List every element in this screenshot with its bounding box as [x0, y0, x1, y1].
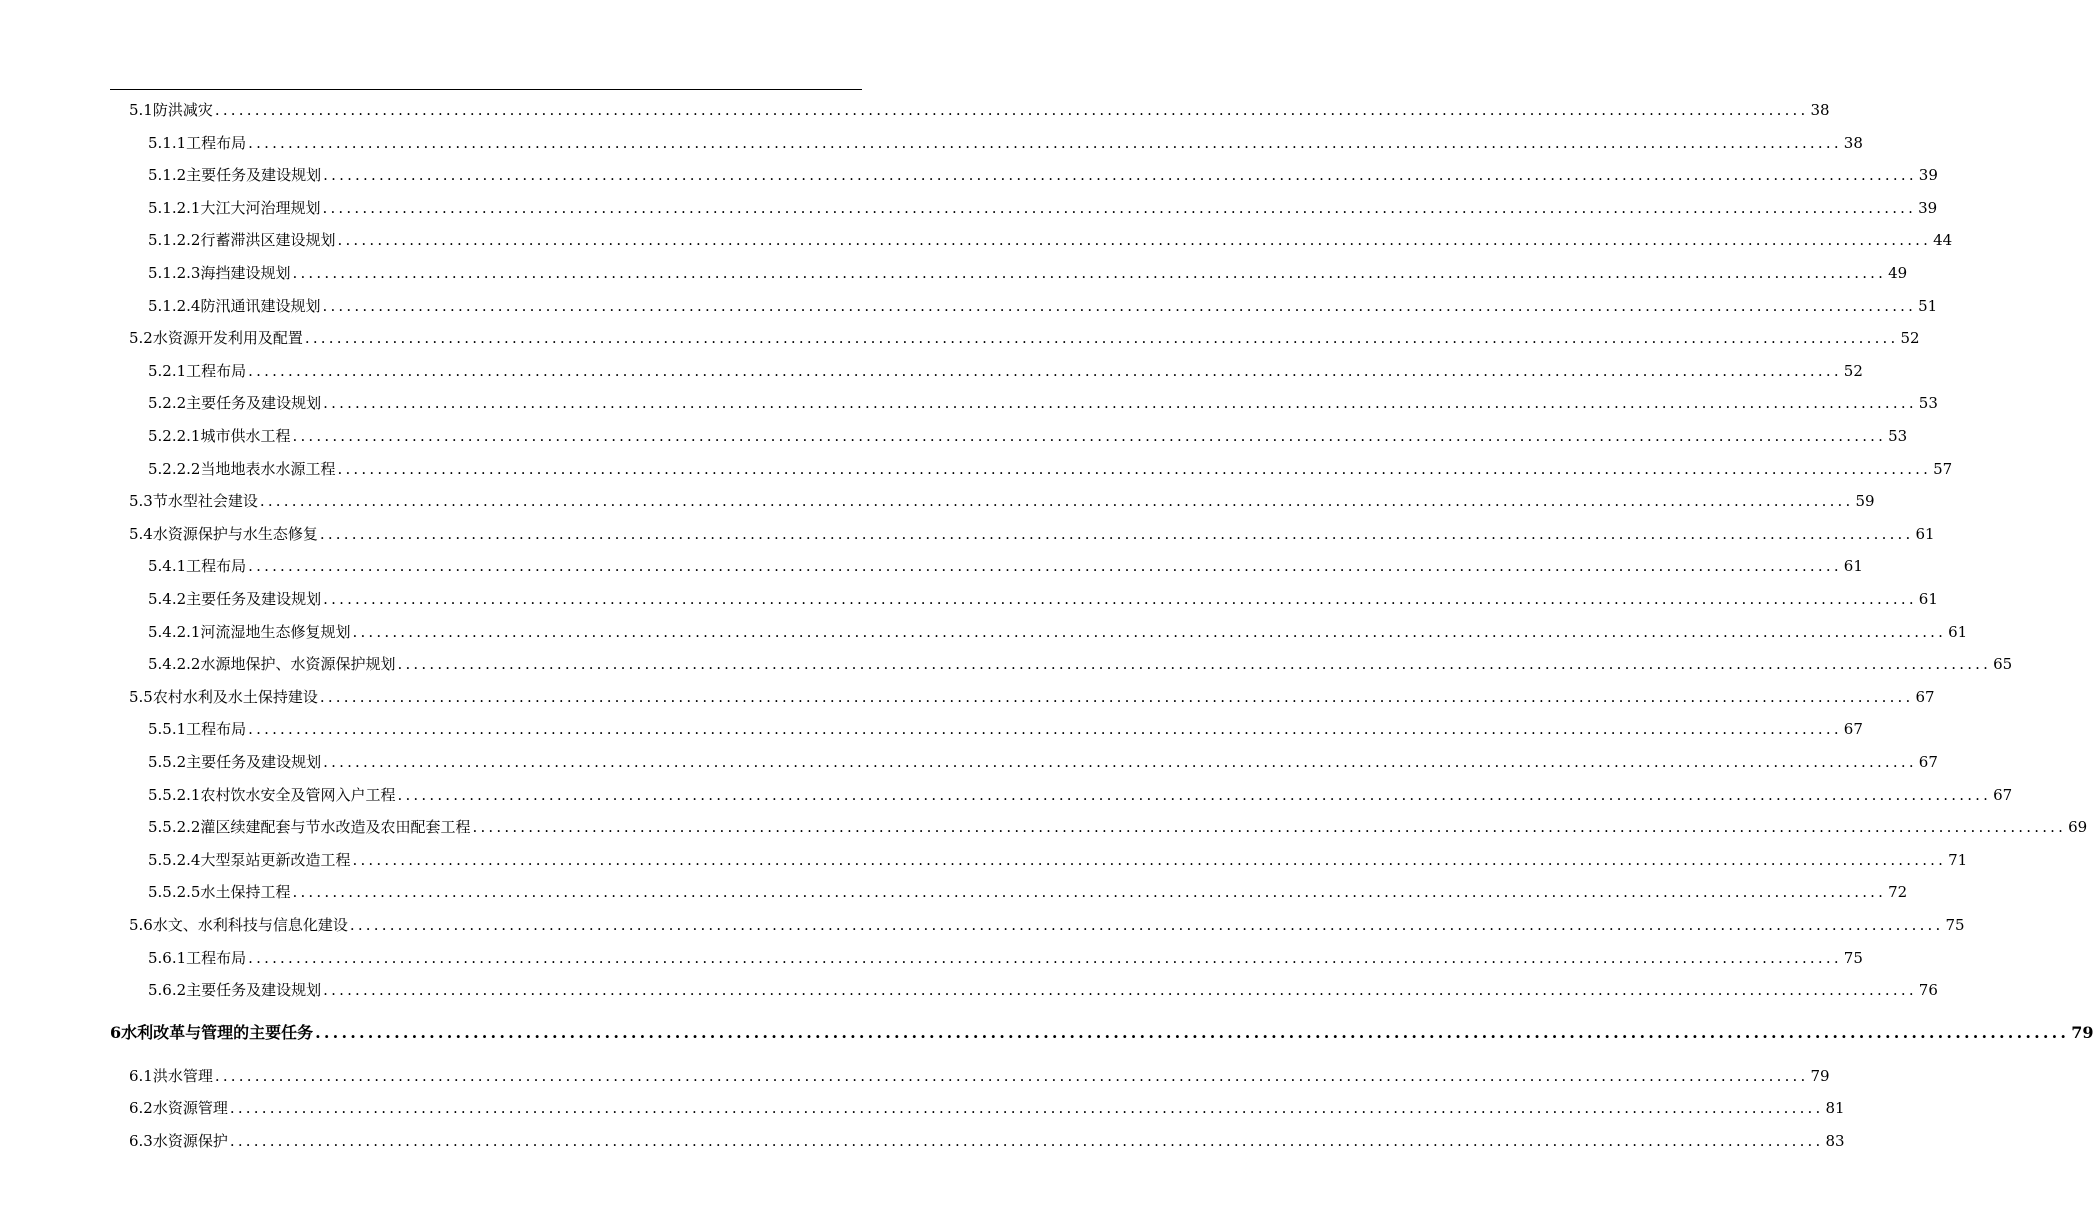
toc-entry-label: 5.5农村水利及水土保持建设: [129, 687, 318, 706]
toc-leader-dots: ........................................................................................................................................................................................................: [337, 459, 1932, 478]
toc-leader-dots: ........................................................................................................................................................................................................: [229, 1099, 1824, 1118]
toc-entry-label: 5.5.2.4大型泵站更新改造工程: [148, 850, 351, 869]
toc-page-number: 61: [1948, 622, 1968, 641]
toc-leader-dots: ........................................................................................................................................................................................................: [349, 916, 1944, 934]
toc-entry[interactable]: [148, 387, 1938, 419]
toc-entry[interactable]: [129, 94, 1830, 126]
toc-entry-label: 5.1.2.4防汛通讯建设规划: [148, 296, 321, 315]
toc-entry[interactable]: [148, 779, 2013, 811]
toc-entry[interactable]: [148, 746, 1938, 778]
toc-entry-label: 5.5.2.2灌区续建配套与节水改造及农田配套工程: [148, 818, 471, 837]
toc-leader-dots: ........................................................................................................................................................................................................: [319, 524, 1914, 543]
toc-page-number: 61: [1918, 590, 1938, 608]
toc-page-number: 49: [1888, 264, 1908, 282]
toc-entry-label: 6.3水资源保护: [129, 1132, 228, 1150]
toc-leader-dots: ........................................................................................................................................................................................................: [352, 622, 1947, 641]
toc-page-number: 39: [1918, 198, 1938, 217]
toc-leader-dots: ........................................................................................................................................................................................................: [248, 720, 1842, 739]
toc-leader-dots: ........................................................................................................................................................................................................: [315, 1022, 2070, 1042]
toc-entry-label: 5.5.1工程布局: [148, 720, 247, 739]
toc-leader-dots: ........................................................................................................................................................................................................: [214, 101, 1809, 119]
toc-entry-label: 5.4.2.2水源地保护、水资源保护规划: [148, 655, 396, 674]
toc-entry[interactable]: [148, 224, 1953, 256]
toc-entry[interactable]: [129, 1060, 1830, 1092]
toc-page-number: 67: [1915, 687, 1935, 706]
toc-page-number: 79: [2071, 1022, 2093, 1042]
toc-leader-dots: ........................................................................................................................................................................................................: [322, 296, 1917, 315]
toc-leader-dots: ........................................................................................................................................................................................................: [323, 753, 1917, 771]
toc-entry[interactable]: [148, 290, 1938, 322]
toc-entry-label: 5.5.2.1农村饮水安全及管网入户工程: [148, 785, 396, 804]
toc-entry-label: 5.1.2.1大江大河治理规划: [148, 198, 321, 217]
toc-entry-label: 5.2.2.2当地地表水水源工程: [148, 459, 336, 478]
header-rule: [110, 89, 862, 90]
toc-leader-dots: ........................................................................................................................................................................................................: [292, 264, 1887, 282]
toc-leader-dots: ........................................................................................................................................................................................................: [319, 687, 1914, 706]
toc-entry[interactable]: [129, 485, 1875, 517]
toc-page-number: 67: [1993, 785, 2013, 804]
toc-entry[interactable]: [148, 550, 1863, 582]
toc-entry-label: 5.1.2.2行蓄滞洪区建设规划: [148, 231, 336, 250]
toc-entry[interactable]: [148, 127, 1863, 159]
toc-entry-label: 5.4.2主要任务及建设规划: [148, 590, 322, 608]
toc-page-number: 53: [1918, 394, 1938, 413]
toc-page-number: 59: [1855, 492, 1875, 511]
toc-entry[interactable]: [129, 909, 1965, 941]
toc-entry[interactable]: [148, 616, 1968, 648]
toc-leader-dots: ........................................................................................................................................................................................................: [323, 981, 1917, 1000]
toc-entry-label: 5.4.2.1河流湿地生态修复规划: [148, 622, 351, 641]
toc-entry-label: 5.1.2.3海挡建设规划: [148, 264, 291, 282]
toc-page-number: 76: [1918, 981, 1938, 1000]
toc-page-number: 67: [1843, 720, 1863, 739]
toc-page-number: 52: [1900, 329, 1920, 348]
toc-page-number: 53: [1888, 427, 1908, 445]
toc-entry-label: 5.6.2主要任务及建设规划: [148, 981, 322, 1000]
toc-entry-label: 5.4水资源保护与水生态修复: [129, 524, 318, 543]
toc-entry-label: 5.5.2主要任务及建设规划: [148, 753, 322, 771]
toc-entry[interactable]: [129, 518, 1935, 550]
toc-page-number: 61: [1843, 557, 1863, 576]
toc-entry-label: 5.5.2.5水土保持工程: [148, 883, 291, 902]
toc-entry-label: 5.2.2主要任务及建设规划: [148, 394, 322, 413]
toc-page-number: 83: [1825, 1132, 1845, 1150]
toc-entry-label: 6.2水资源管理: [129, 1099, 228, 1118]
toc-entry[interactable]: [148, 453, 1953, 485]
toc-leader-dots: ........................................................................................................................................................................................................: [292, 427, 1887, 445]
toc-entry[interactable]: [148, 159, 1938, 191]
toc-entry[interactable]: [148, 192, 1938, 224]
toc-entry-label: 5.2.1工程布局: [148, 361, 247, 380]
toc-entry[interactable]: [129, 1092, 1845, 1124]
toc-entry-label: 5.4.1工程布局: [148, 557, 247, 576]
toc-leader-dots: ........................................................................................................................................................................................................: [248, 133, 1842, 152]
toc-page-number: 81: [1825, 1099, 1845, 1118]
toc-page-number: 69: [2068, 818, 2088, 837]
toc-leader-dots: ........................................................................................................................................................................................................: [248, 557, 1842, 576]
toc-entry-label: 5.1.1工程布局: [148, 133, 247, 152]
toc-leader-dots: ........................................................................................................................................................................................................: [214, 1066, 1809, 1085]
toc-entry[interactable]: [148, 811, 2088, 843]
toc-entry[interactable]: [148, 583, 1938, 615]
toc-page-number: 75: [1945, 916, 1965, 934]
toc-entry[interactable]: [148, 257, 1908, 289]
toc-page-number: 65: [1993, 655, 2013, 674]
toc-entry[interactable]: [148, 974, 1938, 1006]
toc-leader-dots: ........................................................................................................................................................................................................: [323, 394, 1917, 413]
toc-entry[interactable]: [148, 844, 1968, 876]
toc-entry-label: 5.2水资源开发利用及配置: [129, 329, 303, 348]
toc-leader-dots: ........................................................................................................................................................................................................: [248, 361, 1842, 380]
toc-page-number: 72: [1888, 883, 1908, 902]
toc-page-number: 38: [1810, 101, 1830, 119]
toc-entry-label: 5.6水文、水利科技与信息化建设: [129, 916, 348, 934]
toc-leader-dots: ........................................................................................................................................................................................................: [337, 231, 1932, 250]
toc-entry[interactable]: [129, 681, 1935, 713]
toc-entry[interactable]: [148, 713, 1863, 745]
toc-leader-dots: ........................................................................................................................................................................................................: [259, 492, 1854, 511]
toc-entry-label: 5.3节水型社会建设: [129, 492, 258, 511]
toc-page-number: 57: [1933, 459, 1953, 478]
toc-leader-dots: ........................................................................................................................................................................................................: [248, 948, 1842, 967]
toc-entry[interactable]: [129, 322, 1920, 354]
toc-page-number: 79: [1810, 1066, 1830, 1085]
toc-entry[interactable]: [129, 1125, 1845, 1157]
toc-entry[interactable]: [148, 420, 1908, 452]
toc-page-number: 38: [1843, 133, 1863, 152]
toc-leader-dots: ........................................................................................................................................................................................................: [322, 198, 1917, 217]
toc-leader-dots: ........................................................................................................................................................................................................: [323, 166, 1917, 185]
toc-entry[interactable]: [148, 355, 1863, 387]
toc-page-number: 39: [1918, 166, 1938, 185]
toc-leader-dots: ........................................................................................................................................................................................................: [292, 883, 1887, 902]
toc-entry[interactable]: [148, 648, 2013, 680]
toc-entry-label: 5.1防洪减灾: [129, 101, 213, 119]
toc-entry-label: 6水利改革与管理的主要任务: [110, 1022, 314, 1042]
toc-page-number: 61: [1915, 524, 1935, 543]
toc-entry-label: 5.6.1工程布局: [148, 948, 247, 967]
toc-leader-dots: ........................................................................................................................................................................................................: [323, 590, 1917, 608]
toc-leader-dots: ........................................................................................................................................................................................................: [304, 329, 1899, 348]
toc-leader-dots: ........................................................................................................................................................................................................: [229, 1132, 1824, 1150]
toc-leader-dots: ........................................................................................................................................................................................................: [352, 850, 1947, 869]
toc-entry-label: 6.1洪水管理: [129, 1066, 213, 1085]
toc-entry-label: 5.2.2.1城市供水工程: [148, 427, 291, 445]
toc-leader-dots: ........................................................................................................................................................................................................: [472, 818, 2067, 837]
toc-page-number: 71: [1948, 850, 1968, 869]
toc-page-number: 75: [1843, 948, 1863, 967]
toc-page-number: 67: [1918, 753, 1938, 771]
toc-page-number: 44: [1933, 231, 1953, 250]
toc-entry[interactable]: [148, 942, 1863, 974]
toc-leader-dots: ........................................................................................................................................................................................................: [397, 785, 1992, 804]
toc-entry[interactable]: [148, 876, 1908, 908]
toc-page-number: 51: [1918, 296, 1938, 315]
toc-page-number: 52: [1843, 361, 1863, 380]
toc-chapter-entry[interactable]: [110, 1017, 2093, 1049]
toc-entry-label: 5.1.2主要任务及建设规划: [148, 166, 322, 185]
toc-leader-dots: ........................................................................................................................................................................................................: [397, 655, 1992, 674]
